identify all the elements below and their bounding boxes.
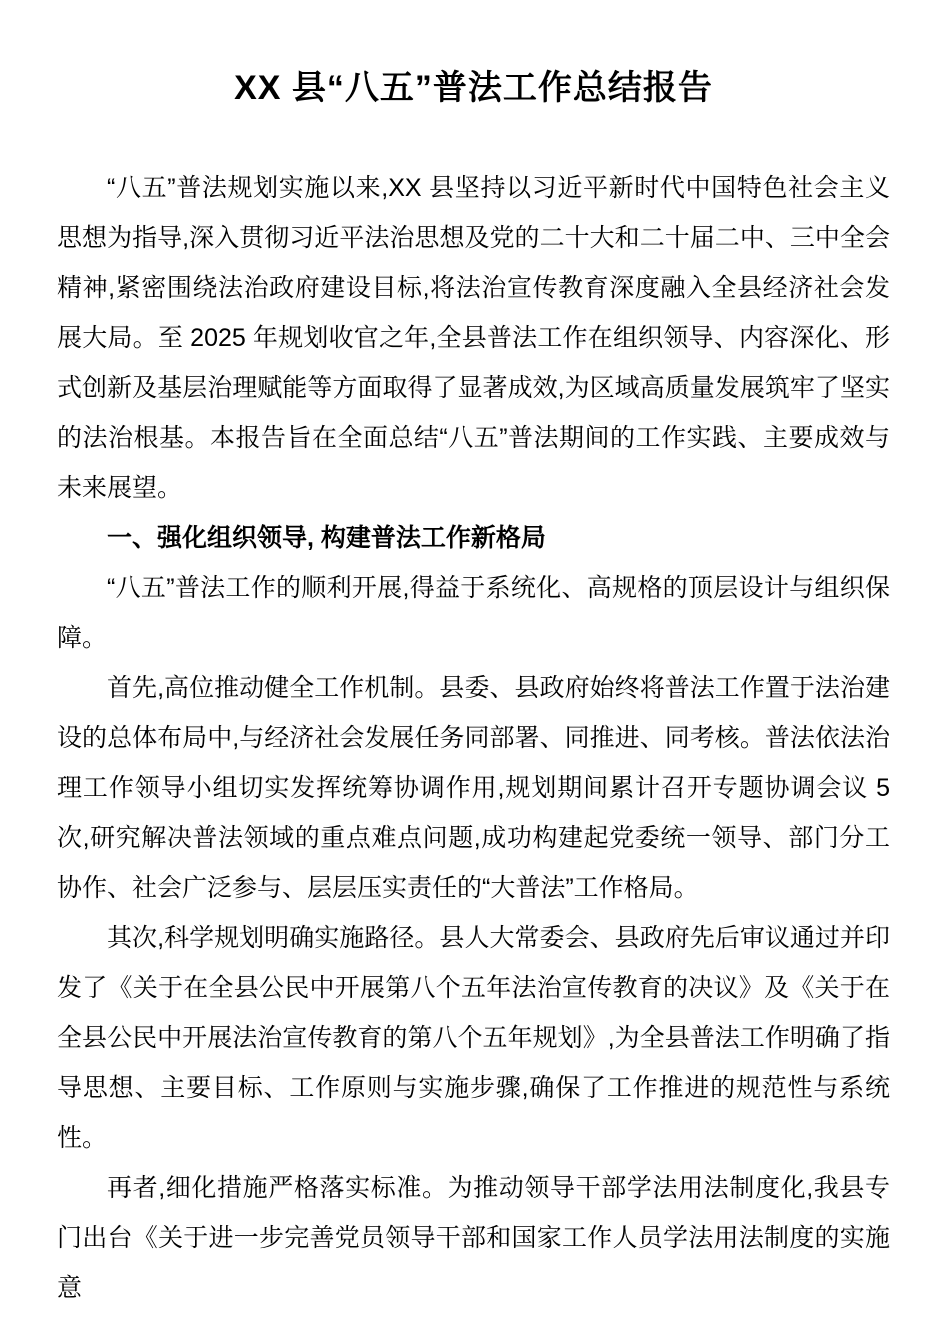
- paragraph-first-point: 首先,高位推动健全工作机制。县委、县政府始终将普法工作置于法治建设的总体布局中,与经济社会发展任务同部署、同推进、同考核。普法依法治理工作领导小组切实发挥统筹协调作用,规划期间累计召开专题协调会议 5 次,研究解决普法领域的重点难点问题,成功构建起党委统一领导、部门分工协作、社会广泛参与、层层压实责任的“大普法”工作格局。: [57, 674, 890, 902]
- paragraph-third-point-truncated: 再者,细化措施严格落实标准。为推动领导干部学法用法制度化,我县专门出台《关于进一步完善党员领导干部和国家工作人员学法用法制度的实施意: [57, 1174, 890, 1302]
- document-title: [57, 64, 890, 112]
- document-title-text: XX 县“八五”普法工作总结报告: [234, 69, 713, 107]
- paragraph-intro: “八五”普法规划实施以来,XX 县坚持以习近平新时代中国特色社会主义思想为指导,深入贯彻习近平法治思想及党的二十大和二十届二中、三中全会精神,紧密围绕法治政府建设目标,将法治宣传教育深度融入全县经济社会发展大局。至 2025 年规划收官之年,全县普法工作在组织领导、内容深化、形式创新及基层治理赋能等方面取得了显著成效,为区域高质量发展筑牢了坚实的法治根基。本报告旨在全面总结“八五”普法期间的工作实践、主要成效与未来展望。: [57, 174, 890, 502]
- paragraph-overview: “八五”普法工作的顺利开展,得益于系统化、高规格的顶层设计与组织保障。: [57, 574, 890, 652]
- section-heading-1: 一、强化组织领导, 构建普法工作新格局: [107, 524, 546, 552]
- paragraph-second-point: 其次,科学规划明确实施路径。县人大常委会、县政府先后审议通过并印发了《关于在全县公民中开展第八个五年法治宣传教育的决议》及《关于在全县公民中开展法治宣传教育的第八个五年规划》,为全县普法工作明确了指导思想、主要目标、工作原则与实施步骤,确保了工作推进的规范性与系统性。: [57, 924, 890, 1152]
- document-body: [57, 163, 890, 1313]
